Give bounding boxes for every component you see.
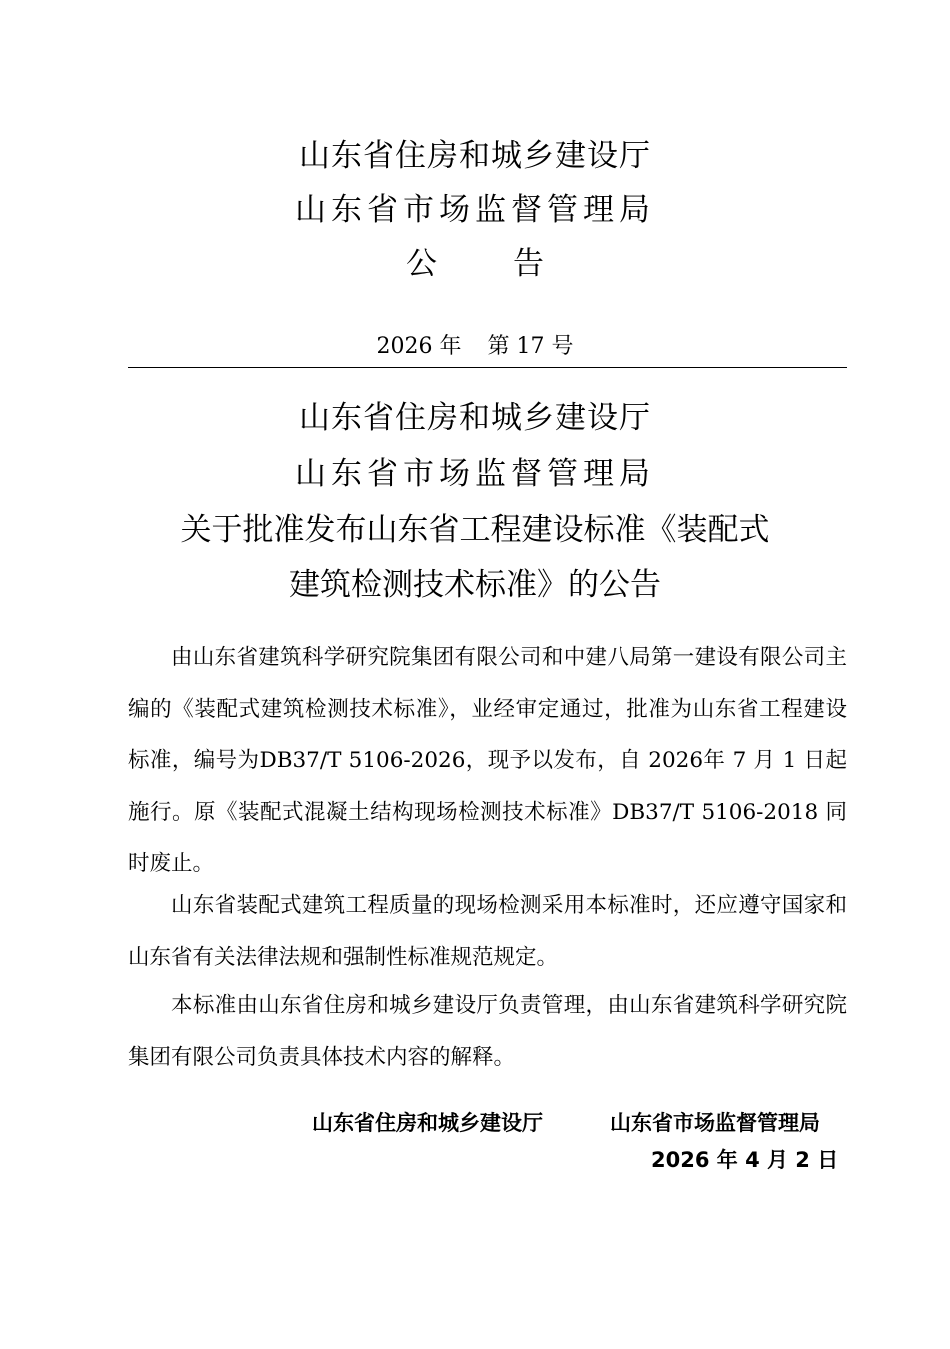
doc-serial: 第 17 号 (487, 334, 574, 359)
header-word-2: 告 (513, 246, 544, 282)
signature-issuer-2: 山东省市场监督管理局 (610, 1111, 820, 1135)
header-announcement-word (0, 244, 950, 284)
title-line-2: 山东省市场监督管理局 (295, 456, 655, 492)
signature-date: 2026 年 4 月 2 日 (651, 1148, 839, 1172)
header-issuer-2: 山东省市场监督管理局 (295, 192, 655, 228)
signature-issuer-1: 山东省住房和城乡建设厅 (312, 1111, 543, 1135)
header-word-1: 公 (406, 246, 437, 282)
body-paragraph-3: 本标准由山东省住房和城乡建设厅负责管理，由山东省建筑科学研究院集团有限公司负责具体技术内容的解释。 (128, 993, 847, 1070)
header-issuer-1: 山东省住房和城乡建设厅 (299, 138, 651, 174)
doc-year: 2026 年 (376, 334, 462, 359)
title-line-3: 关于批准发布山东省工程建设标准《装配式 (180, 512, 770, 548)
document-number (0, 332, 950, 362)
body-paragraph-2: 山东省装配式建筑工程质量的现场检测采用本标准时，还应遵守国家和山东省有关法律法规和强制性标准规范规定。 (128, 893, 847, 970)
body-paragraph-1: 由山东省建筑科学研究院集团有限公司和中建八局第一建设有限公司主编的《装配式建筑检测技术标准》，业经审定通过，批准为山东省工程建设标准，编号为DB37/T 5106-2026，现予以发布，自 2026年 7 月 1 日起施行。原《装配式混凝土结构现场检测技术标准》DB37/T 5106-2018 同时废止。 (128, 645, 847, 876)
header-divider (128, 367, 847, 368)
title-line-1: 山东省住房和城乡建设厅 (299, 400, 651, 436)
title-line-4: 建筑检测技术标准》的公告 (289, 567, 661, 603)
